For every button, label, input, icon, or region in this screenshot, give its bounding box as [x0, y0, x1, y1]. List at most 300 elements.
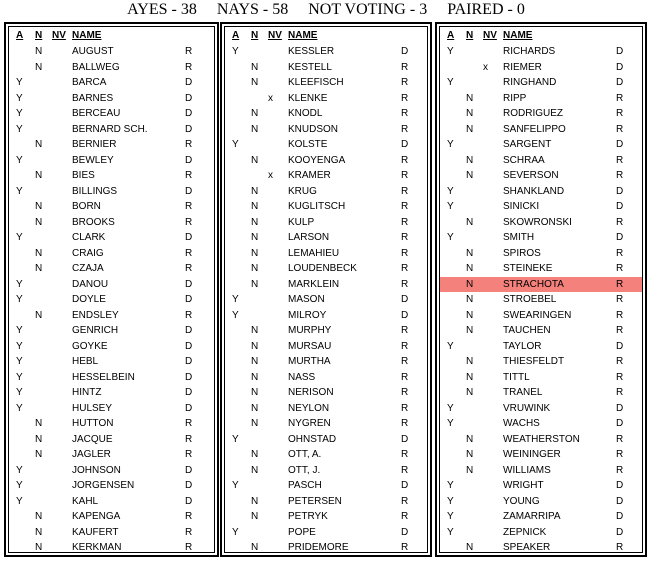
party-code: D — [401, 433, 409, 445]
party-code: D — [401, 309, 409, 321]
member-row — [9, 75, 214, 91]
column-header-name: NAME — [288, 30, 318, 41]
member-name: HULSEY — [72, 402, 113, 414]
party-code: D — [185, 402, 193, 414]
column-header-n: N — [251, 30, 259, 41]
party-code: D — [185, 495, 193, 507]
member-row — [225, 339, 427, 355]
nay-mark: N — [466, 464, 474, 476]
party-code: R — [401, 92, 409, 104]
member-row — [440, 215, 642, 231]
member-name: HINTZ — [72, 387, 102, 398]
member-name: ZAMARRIPA — [503, 511, 561, 522]
member-row — [9, 385, 214, 401]
member-row — [225, 447, 427, 463]
member-name: RODRIGUEZ — [503, 108, 563, 119]
member-row — [225, 354, 427, 370]
party-code: R — [401, 154, 409, 166]
party-code: R — [616, 154, 624, 166]
member-name: AUGUST — [72, 46, 114, 57]
member-row — [440, 323, 642, 339]
column-header-nv: NV — [483, 30, 497, 41]
party-code: R — [616, 371, 624, 383]
party-code: R — [185, 247, 193, 259]
party-code: D — [401, 139, 409, 150]
party-code: D — [616, 232, 624, 243]
party-code: R — [401, 123, 409, 135]
member-name: WEININGER — [503, 449, 561, 460]
member-row — [9, 525, 214, 541]
aye-mark: Y — [447, 201, 454, 212]
member-row — [225, 509, 427, 525]
member-row — [9, 91, 214, 107]
nay-mark: N — [466, 278, 474, 290]
member-row — [9, 60, 214, 76]
member-row — [440, 308, 642, 324]
aye-mark: Y — [232, 309, 239, 321]
member-name: GOYKE — [72, 340, 108, 352]
aye-mark: Y — [16, 77, 23, 88]
party-code: R — [401, 247, 409, 259]
party-code: R — [401, 232, 409, 243]
nay-mark: N — [466, 542, 474, 553]
member-row — [440, 292, 642, 308]
member-row — [440, 401, 642, 417]
member-name: KAPENGA — [72, 511, 121, 522]
member-row — [440, 416, 642, 432]
party-code: D — [401, 46, 409, 57]
member-name: PRIDEMORE — [288, 542, 349, 553]
nay-mark: N — [251, 77, 259, 88]
nay-mark: N — [466, 387, 474, 398]
member-row — [225, 184, 427, 200]
member-name: KNUDSON — [288, 123, 339, 135]
aye-mark: Y — [447, 511, 454, 522]
party-code: D — [616, 46, 624, 57]
party-code: R — [185, 433, 193, 445]
party-code: D — [185, 154, 193, 166]
nay-mark: N — [251, 123, 259, 135]
party-code: R — [616, 216, 624, 228]
party-code: R — [185, 201, 193, 212]
member-name: TITTL — [503, 371, 530, 383]
party-code: D — [616, 418, 624, 429]
member-name: OHNSTAD — [288, 433, 337, 445]
nay-mark: N — [251, 154, 259, 166]
member-name: MURTHA — [288, 356, 331, 367]
member-row — [9, 168, 214, 184]
member-name: SWEARINGEN — [503, 309, 572, 321]
party-code: R — [185, 309, 193, 321]
party-code: R — [616, 170, 624, 181]
party-code: D — [185, 480, 193, 491]
nay-mark: N — [35, 61, 43, 73]
party-code: R — [185, 418, 193, 429]
party-code: R — [616, 108, 624, 119]
nay-mark: N — [35, 433, 43, 445]
member-name: JOHNSON — [72, 464, 121, 476]
party-code: R — [185, 449, 193, 460]
member-row — [225, 540, 427, 556]
member-row — [9, 401, 214, 417]
party-code: R — [401, 340, 409, 352]
member-row — [9, 137, 214, 153]
member-row — [440, 354, 642, 370]
member-name: SPIROS — [503, 247, 541, 259]
member-name: KERKMAN — [72, 542, 122, 553]
member-name: RIPP — [503, 92, 527, 104]
aye-mark: Y — [16, 340, 23, 352]
member-name: PETRYK — [288, 511, 328, 522]
party-code: R — [616, 387, 624, 398]
member-row — [9, 509, 214, 525]
party-code: D — [616, 139, 624, 150]
party-code: R — [185, 61, 193, 73]
member-row — [440, 463, 642, 479]
member-name: GENRICH — [72, 325, 119, 336]
column-header-a: A — [232, 30, 240, 41]
member-row — [9, 463, 214, 479]
member-name: KLENKE — [288, 92, 328, 104]
member-row — [9, 308, 214, 324]
member-name: HESSELBEIN — [72, 371, 135, 383]
member-name: BARCA — [72, 77, 107, 88]
member-row — [225, 261, 427, 277]
member-row — [440, 540, 642, 556]
member-name: KLEEFISCH — [288, 77, 344, 88]
member-row — [440, 137, 642, 153]
member-row — [440, 494, 642, 510]
member-name: DANOU — [72, 278, 109, 290]
member-name: TAUCHEN — [503, 325, 551, 336]
member-row — [440, 106, 642, 122]
party-code: R — [185, 263, 193, 274]
nay-mark: N — [251, 263, 259, 274]
party-code: R — [401, 402, 409, 414]
aye-mark: Y — [16, 387, 23, 398]
nay-mark: N — [251, 232, 259, 243]
member-row — [225, 168, 427, 184]
member-row — [440, 432, 642, 448]
not-voting-mark: x — [268, 92, 273, 104]
member-name: STEINEKE — [503, 263, 553, 274]
party-code: D — [185, 108, 193, 119]
party-code: R — [401, 449, 409, 460]
member-row — [225, 277, 427, 293]
member-row — [9, 292, 214, 308]
member-name: BORN — [72, 201, 101, 212]
member-name: DOYLE — [72, 294, 106, 305]
aye-mark: Y — [447, 139, 454, 150]
party-code: R — [616, 464, 624, 476]
nay-mark: N — [251, 216, 259, 228]
member-name: SKOWRONSKI — [503, 216, 572, 228]
member-row — [225, 122, 427, 138]
column-header-name: NAME — [503, 30, 533, 41]
party-code: R — [616, 542, 624, 553]
party-code: D — [401, 480, 409, 491]
nay-mark: N — [251, 340, 259, 352]
aye-mark: Y — [16, 371, 23, 383]
aye-mark: Y — [232, 294, 239, 305]
member-name: ENDSLEY — [72, 309, 119, 321]
party-code: R — [401, 325, 409, 336]
nay-mark: N — [466, 92, 474, 104]
member-row — [440, 509, 642, 525]
party-code: D — [401, 526, 409, 538]
member-name: NERISON — [288, 387, 334, 398]
member-name: CRAIG — [72, 247, 104, 259]
member-name: HUTTON — [72, 418, 114, 429]
party-code: D — [616, 526, 624, 538]
column-header-n: N — [35, 30, 43, 41]
member-name: BALLWEG — [72, 61, 120, 73]
aye-mark: Y — [16, 278, 23, 290]
nay-mark: N — [251, 387, 259, 398]
member-row — [225, 463, 427, 479]
member-name: RIEMER — [503, 61, 542, 73]
aye-mark: Y — [16, 185, 23, 197]
member-name: JORGENSEN — [72, 480, 135, 491]
party-code: R — [616, 263, 624, 274]
member-row — [225, 370, 427, 386]
column-header-a: A — [16, 30, 24, 41]
party-code: D — [616, 340, 624, 352]
member-row — [9, 184, 214, 200]
member-row — [9, 106, 214, 122]
aye-mark: Y — [447, 185, 454, 197]
party-code: R — [401, 542, 409, 553]
member-name: BILLINGS — [72, 185, 118, 197]
column-header-a: A — [447, 30, 455, 41]
member-row — [225, 230, 427, 246]
member-row — [440, 199, 642, 215]
nay-mark: N — [251, 371, 259, 383]
member-name: MILROY — [288, 309, 327, 321]
member-row — [440, 60, 642, 76]
party-code: D — [185, 92, 193, 104]
party-code: R — [401, 201, 409, 212]
member-name: KOLSTE — [288, 139, 328, 150]
member-row — [9, 370, 214, 386]
member-row — [9, 246, 214, 262]
member-name: ZEPNICK — [503, 526, 547, 538]
aye-mark: Y — [447, 340, 454, 352]
member-name: RICHARDS — [503, 46, 556, 57]
nay-mark: N — [466, 449, 474, 460]
member-row-highlighted — [440, 277, 642, 293]
party-code: R — [616, 449, 624, 460]
member-row — [225, 478, 427, 494]
party-code: R — [401, 185, 409, 197]
member-name: BERCEAU — [72, 108, 121, 119]
member-row — [440, 478, 642, 494]
member-row — [9, 494, 214, 510]
member-row — [225, 75, 427, 91]
member-row — [440, 168, 642, 184]
member-name: STROEBEL — [503, 294, 557, 305]
party-code: D — [185, 356, 193, 367]
member-name: KOOYENGA — [288, 154, 346, 166]
nay-mark: N — [35, 526, 43, 538]
member-row — [225, 432, 427, 448]
party-code: D — [616, 185, 624, 197]
member-name: OTT, J. — [288, 464, 321, 476]
aye-mark: Y — [447, 495, 454, 507]
member-row — [225, 153, 427, 169]
member-name: STRACHOTA — [503, 278, 564, 290]
member-name: MURSAU — [288, 340, 332, 352]
party-code: D — [185, 325, 193, 336]
member-row — [225, 246, 427, 262]
member-name: JAGLER — [72, 449, 111, 460]
member-name: BEWLEY — [72, 154, 114, 166]
party-code: R — [616, 123, 624, 135]
member-row — [440, 525, 642, 541]
member-name: SINICKI — [503, 201, 540, 212]
member-name: JACQUE — [72, 433, 113, 445]
member-name: BERNIER — [72, 139, 117, 150]
member-row — [9, 540, 214, 556]
nay-mark: N — [466, 371, 474, 383]
nay-mark: N — [251, 511, 259, 522]
member-name: KRUG — [288, 185, 317, 197]
party-code: D — [185, 464, 193, 476]
nay-mark: N — [466, 170, 474, 181]
aye-mark: Y — [16, 123, 23, 135]
member-name: KESTELL — [288, 61, 332, 73]
member-row — [225, 91, 427, 107]
member-name: POPE — [288, 526, 316, 538]
party-code: R — [401, 495, 409, 507]
nay-mark: N — [466, 108, 474, 119]
party-code: D — [616, 511, 624, 522]
member-name: MURPHY — [288, 325, 332, 336]
member-name: KULP — [288, 216, 315, 228]
aye-mark: Y — [447, 46, 454, 57]
nay-mark: N — [35, 170, 43, 181]
party-code: R — [401, 418, 409, 429]
party-code: R — [616, 356, 624, 367]
party-code: D — [185, 185, 193, 197]
nay-mark: N — [35, 216, 43, 228]
member-name: SEVERSON — [503, 170, 559, 181]
member-name: KUGLITSCH — [288, 201, 346, 212]
nay-mark: N — [466, 325, 474, 336]
party-code: D — [616, 61, 624, 73]
member-row — [225, 60, 427, 76]
member-row — [9, 230, 214, 246]
party-code: R — [401, 170, 409, 181]
aye-mark: Y — [232, 46, 239, 57]
nay-mark: N — [35, 139, 43, 150]
party-code: D — [185, 340, 193, 352]
member-name: SPEAKER — [503, 542, 551, 553]
party-code: R — [401, 387, 409, 398]
member-row — [440, 153, 642, 169]
nay-mark: N — [251, 356, 259, 367]
party-code: R — [401, 263, 409, 274]
nay-mark: N — [251, 418, 259, 429]
member-row — [440, 370, 642, 386]
member-row — [440, 246, 642, 262]
aye-mark: Y — [16, 154, 23, 166]
member-name: PETERSEN — [288, 495, 342, 507]
nay-mark: N — [35, 542, 43, 553]
not-voting-mark: x — [268, 170, 273, 181]
aye-mark: Y — [16, 495, 23, 507]
member-name: TRANEL — [503, 387, 543, 398]
column-header-nv: NV — [52, 30, 66, 41]
member-name: VRUWINK — [503, 402, 551, 414]
member-name: KESSLER — [288, 46, 335, 57]
aye-mark: Y — [16, 480, 23, 491]
party-code: R — [401, 371, 409, 383]
member-row — [440, 184, 642, 200]
nay-mark: N — [466, 216, 474, 228]
nay-mark: N — [466, 263, 474, 274]
aye-mark: Y — [16, 232, 23, 243]
aye-mark: Y — [447, 418, 454, 429]
member-name: THIESFELDT — [503, 356, 565, 367]
nay-mark: N — [251, 185, 259, 197]
member-name: WRIGHT — [503, 480, 544, 491]
member-row — [440, 385, 642, 401]
party-code: D — [401, 294, 409, 305]
member-name: KAHL — [72, 495, 99, 507]
nay-mark: N — [35, 201, 43, 212]
member-name: SHANKLAND — [503, 185, 565, 197]
nay-mark: N — [35, 449, 43, 460]
aye-mark: Y — [16, 294, 23, 305]
party-code: R — [185, 139, 193, 150]
party-code: R — [401, 108, 409, 119]
nay-mark: N — [466, 356, 474, 367]
member-name: CZAJA — [72, 263, 104, 274]
member-row — [9, 122, 214, 138]
aye-mark: Y — [447, 402, 454, 414]
member-name: BIES — [72, 170, 95, 181]
aye-mark: Y — [16, 108, 23, 119]
nay-mark: N — [251, 495, 259, 507]
member-row — [9, 447, 214, 463]
member-row — [225, 106, 427, 122]
nay-mark: N — [466, 247, 474, 259]
party-code: R — [401, 356, 409, 367]
aye-mark: Y — [232, 480, 239, 491]
nay-mark: N — [466, 154, 474, 166]
member-name: SANFELIPPO — [503, 123, 566, 135]
nay-mark: N — [35, 46, 43, 57]
member-name: LEMAHIEU — [288, 247, 340, 259]
member-row — [9, 199, 214, 215]
member-row — [9, 215, 214, 231]
nay-mark: N — [251, 464, 259, 476]
party-code: R — [616, 278, 624, 290]
party-code: R — [616, 325, 624, 336]
member-row — [225, 44, 427, 60]
member-row — [9, 432, 214, 448]
member-row — [225, 292, 427, 308]
member-name: HEBL — [72, 356, 99, 367]
party-code: R — [401, 278, 409, 290]
nay-mark: N — [251, 402, 259, 414]
party-code: R — [616, 433, 624, 445]
member-row — [440, 91, 642, 107]
party-code: D — [185, 77, 193, 88]
member-row — [9, 44, 214, 60]
party-code: R — [185, 526, 193, 538]
